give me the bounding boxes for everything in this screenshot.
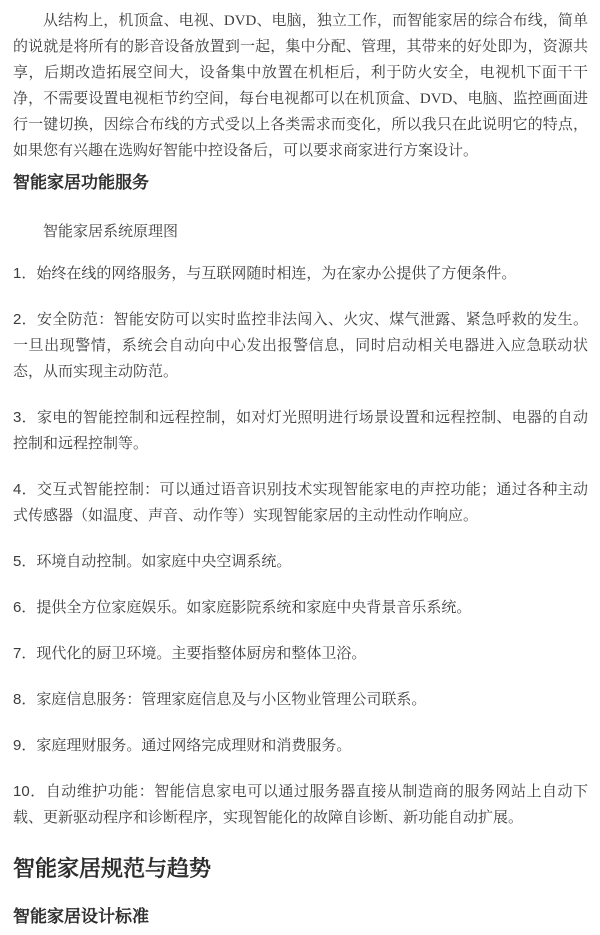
item-number: 10． <box>13 783 46 800</box>
item-number: 2． <box>13 311 37 328</box>
item-text: 家庭理财服务。通过网络完成理财和消费服务。 <box>36 738 352 754</box>
diagram-caption: 智能家居系统原理图 <box>43 224 179 240</box>
feature-item-3 <box>13 405 588 457</box>
item-text: 自动维护功能：智能信息家电可以通过服务器直接从制造商的服务网站上自动下载、更新驱动程序和诊断程序，实现智能化的故障自诊断、新功能自动扩展。 <box>13 784 588 826</box>
intro-paragraph: 从结构上，机顶盒、电视、DVD、电脑，独立工作，而智能家居的综合布线，简单的说就是将所有的影音设备放置到一起，集中分配、管理，其带来的好处即为，资源共享，后期改造拓展空间大，设备集中放置在机柜后，利于防火安全，电视机下面干干净，不需要设置电视柜节约空间，每台电视都可以在机顶盒、DVD、电脑、监控画面进行一键切换，因综合布线的方式受以上各类需求而变化，所以我只在此说明它的特点，如果您有兴趣在选购好智能中控设备后，可以要求商家进行方案设计。 <box>13 13 588 159</box>
feature-item-6 <box>13 595 588 621</box>
item-number: 1． <box>13 265 37 282</box>
feature-item-7 <box>13 641 588 667</box>
feature-item-1 <box>13 261 588 287</box>
item-text: 家庭信息服务：管理家庭信息及与小区物业管理公司联系。 <box>36 692 427 708</box>
item-text: 现代化的厨卫环境。主要指整体厨房和整体卫浴。 <box>36 646 367 662</box>
feature-item-4 <box>13 477 588 529</box>
features-section-heading: 智能家居功能服务 <box>13 173 149 192</box>
feature-item-9 <box>13 733 588 759</box>
item-number: 5． <box>13 553 37 570</box>
feature-item-2 <box>13 307 588 385</box>
item-text: 始终在线的网络服务，与互联网随时相连，为在家办公提供了方便条件。 <box>36 266 517 282</box>
item-number: 8． <box>13 691 37 708</box>
item-text: 安全防范：智能安防可以实时监控非法闯入、火灾、煤气泄露、紧急呼救的发生。一旦出现警情，系统会自动向中心发出报警信息，同时启动相关电器进入应急联动状态，从而实现主动防范。 <box>13 312 588 380</box>
feature-item-5 <box>13 549 588 575</box>
trends-section-heading: 智能家居规范与趋势 <box>13 856 212 881</box>
design-standard-heading: 智能家居设计标准 <box>13 907 149 926</box>
item-text: 交互式智能控制：可以通过语音识别技术实现智能家电的声控功能；通过各种主动式传感器（如温度、声音、动作等）实现智能家居的主动性动作响应。 <box>13 482 588 524</box>
item-number: 3． <box>13 409 37 426</box>
item-text: 环境自动控制。如家庭中央空调系统。 <box>36 554 292 570</box>
item-number: 9． <box>13 737 37 754</box>
item-number: 4． <box>13 481 37 498</box>
item-text: 提供全方位家庭娱乐。如家庭影院系统和家庭中央背景音乐系统。 <box>36 600 472 616</box>
item-number: 6． <box>13 599 37 616</box>
feature-item-8 <box>13 687 588 713</box>
feature-item-10 <box>13 779 588 831</box>
item-number: 7． <box>13 645 37 662</box>
item-text: 家电的智能控制和远程控制，如对灯光照明进行场景设置和远程控制、电器的自动控制和远程控制等。 <box>13 410 588 452</box>
